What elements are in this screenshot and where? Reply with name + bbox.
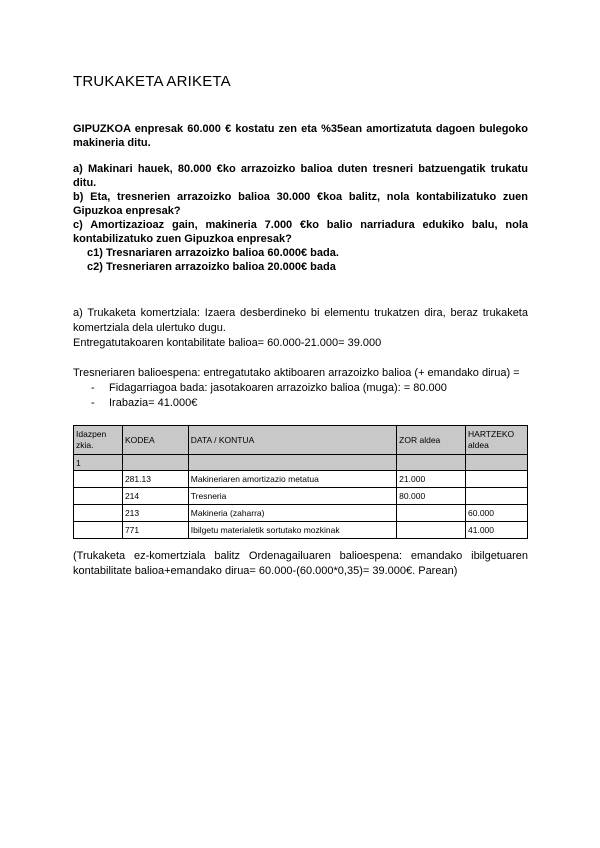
- header-idazpen: Idazpen zkia.: [74, 426, 123, 455]
- cell-kontua: Makineriaren amortizazio metatua: [188, 471, 396, 488]
- cell-hartzeko: 60.000: [466, 505, 528, 522]
- entry-number-row: [74, 455, 528, 471]
- table-header-row: [74, 426, 528, 455]
- cell-hartzeko: 41.000: [466, 522, 528, 539]
- table-row: [74, 471, 528, 488]
- valuation-section: [73, 366, 528, 411]
- valuation-list: [73, 381, 528, 411]
- valuation-line: Tresneriaren balioespena: entregatutako aktiboaren arrazoizko balioa (+ emandako dirua) =: [73, 367, 520, 379]
- header-data-kontua: DATA / KONTUA: [188, 426, 396, 455]
- header-zor: ZOR aldea: [397, 426, 466, 455]
- cell-zor: [397, 522, 466, 539]
- valuation-bullet: - Fidagarriagoa bada: jasotakoaren arrazoizko balioa (muga): = 80.000: [109, 381, 528, 396]
- cell-kontua: Tresneria: [188, 488, 396, 505]
- note-text: (Trukaketa ez-komertziala balitz Ordenagailuaren balioespena: emandako ibilgetuaren kontabilitate balioa+emandako dirua= 60.000-(60.000*0,35)= 39.000€. Parean): [73, 550, 528, 577]
- entry-number: 1: [74, 455, 123, 471]
- question-c2: c2) Tresneriaren arrazoizko balioa 20.000€ bada: [87, 261, 336, 273]
- question-c: c) Amortizazioaz gain, makineria 7.000 €ko balio narriadura edukiko balu, nola kontabilizatuko zuen Gipuzkoa enpresak?: [73, 219, 528, 245]
- journal-entry-table: [73, 425, 528, 539]
- cell-kodea: 214: [122, 488, 188, 505]
- answer-a: [73, 306, 528, 351]
- question-a: a) Makinari hauek, 80.000 €ko arrazoizko balioa duten tresneri batzuengatik trukatu ditu.: [73, 163, 528, 189]
- cell-zor: 21.000: [397, 471, 466, 488]
- problem-intro: GIPUZKOA enpresak 60.000 € kostatu zen eta %35ean amortizatuta dagoen bulegoko makineria ditu.: [73, 123, 528, 149]
- cell-kontua: Makineria (zaharra): [188, 505, 396, 522]
- problem-statement: [73, 122, 528, 274]
- header-kodea: KODEA: [122, 426, 188, 455]
- cell-hartzeko: [466, 488, 528, 505]
- question-b: b) Eta, tresnerien arrazoizko balioa 30.000 €koa balitz, nola kontabilizatuko zuen Gipuzkoa enpresak?: [73, 191, 528, 217]
- cell-zor: [397, 505, 466, 522]
- answer-a-text: a) Trukaketa komertziala: Izaera desberdineko bi elementu trukatzen dira, beraz trukaketa komertziala dela ulertuko dugu.: [73, 307, 528, 334]
- cell-kodea: 281.13: [122, 471, 188, 488]
- cell-zor: 80.000: [397, 488, 466, 505]
- cell-kodea: 213: [122, 505, 188, 522]
- answer-entregatutakoa: Entregatutakoaren kontabilitate balioa= 60.000-21.000= 39.000: [73, 337, 382, 349]
- cell-hartzeko: [466, 471, 528, 488]
- cell-kontua: Ibilgetu materialetik sortutako mozkinak: [188, 522, 396, 539]
- valuation-bullet: - Irabazia= 41.000€: [109, 396, 528, 411]
- table-row: [74, 522, 528, 539]
- table-row: [74, 505, 528, 522]
- table-row: [74, 488, 528, 505]
- question-c1: c1) Tresnariaren arrazoizko balioa 60.000€ bada.: [87, 247, 339, 259]
- header-hartzeko: HARTZEKO aldea: [466, 426, 528, 455]
- cell-kodea: 771: [122, 522, 188, 539]
- document-title: TRUKAKETA ARIKETA: [73, 73, 231, 90]
- non-commercial-note: [73, 549, 528, 579]
